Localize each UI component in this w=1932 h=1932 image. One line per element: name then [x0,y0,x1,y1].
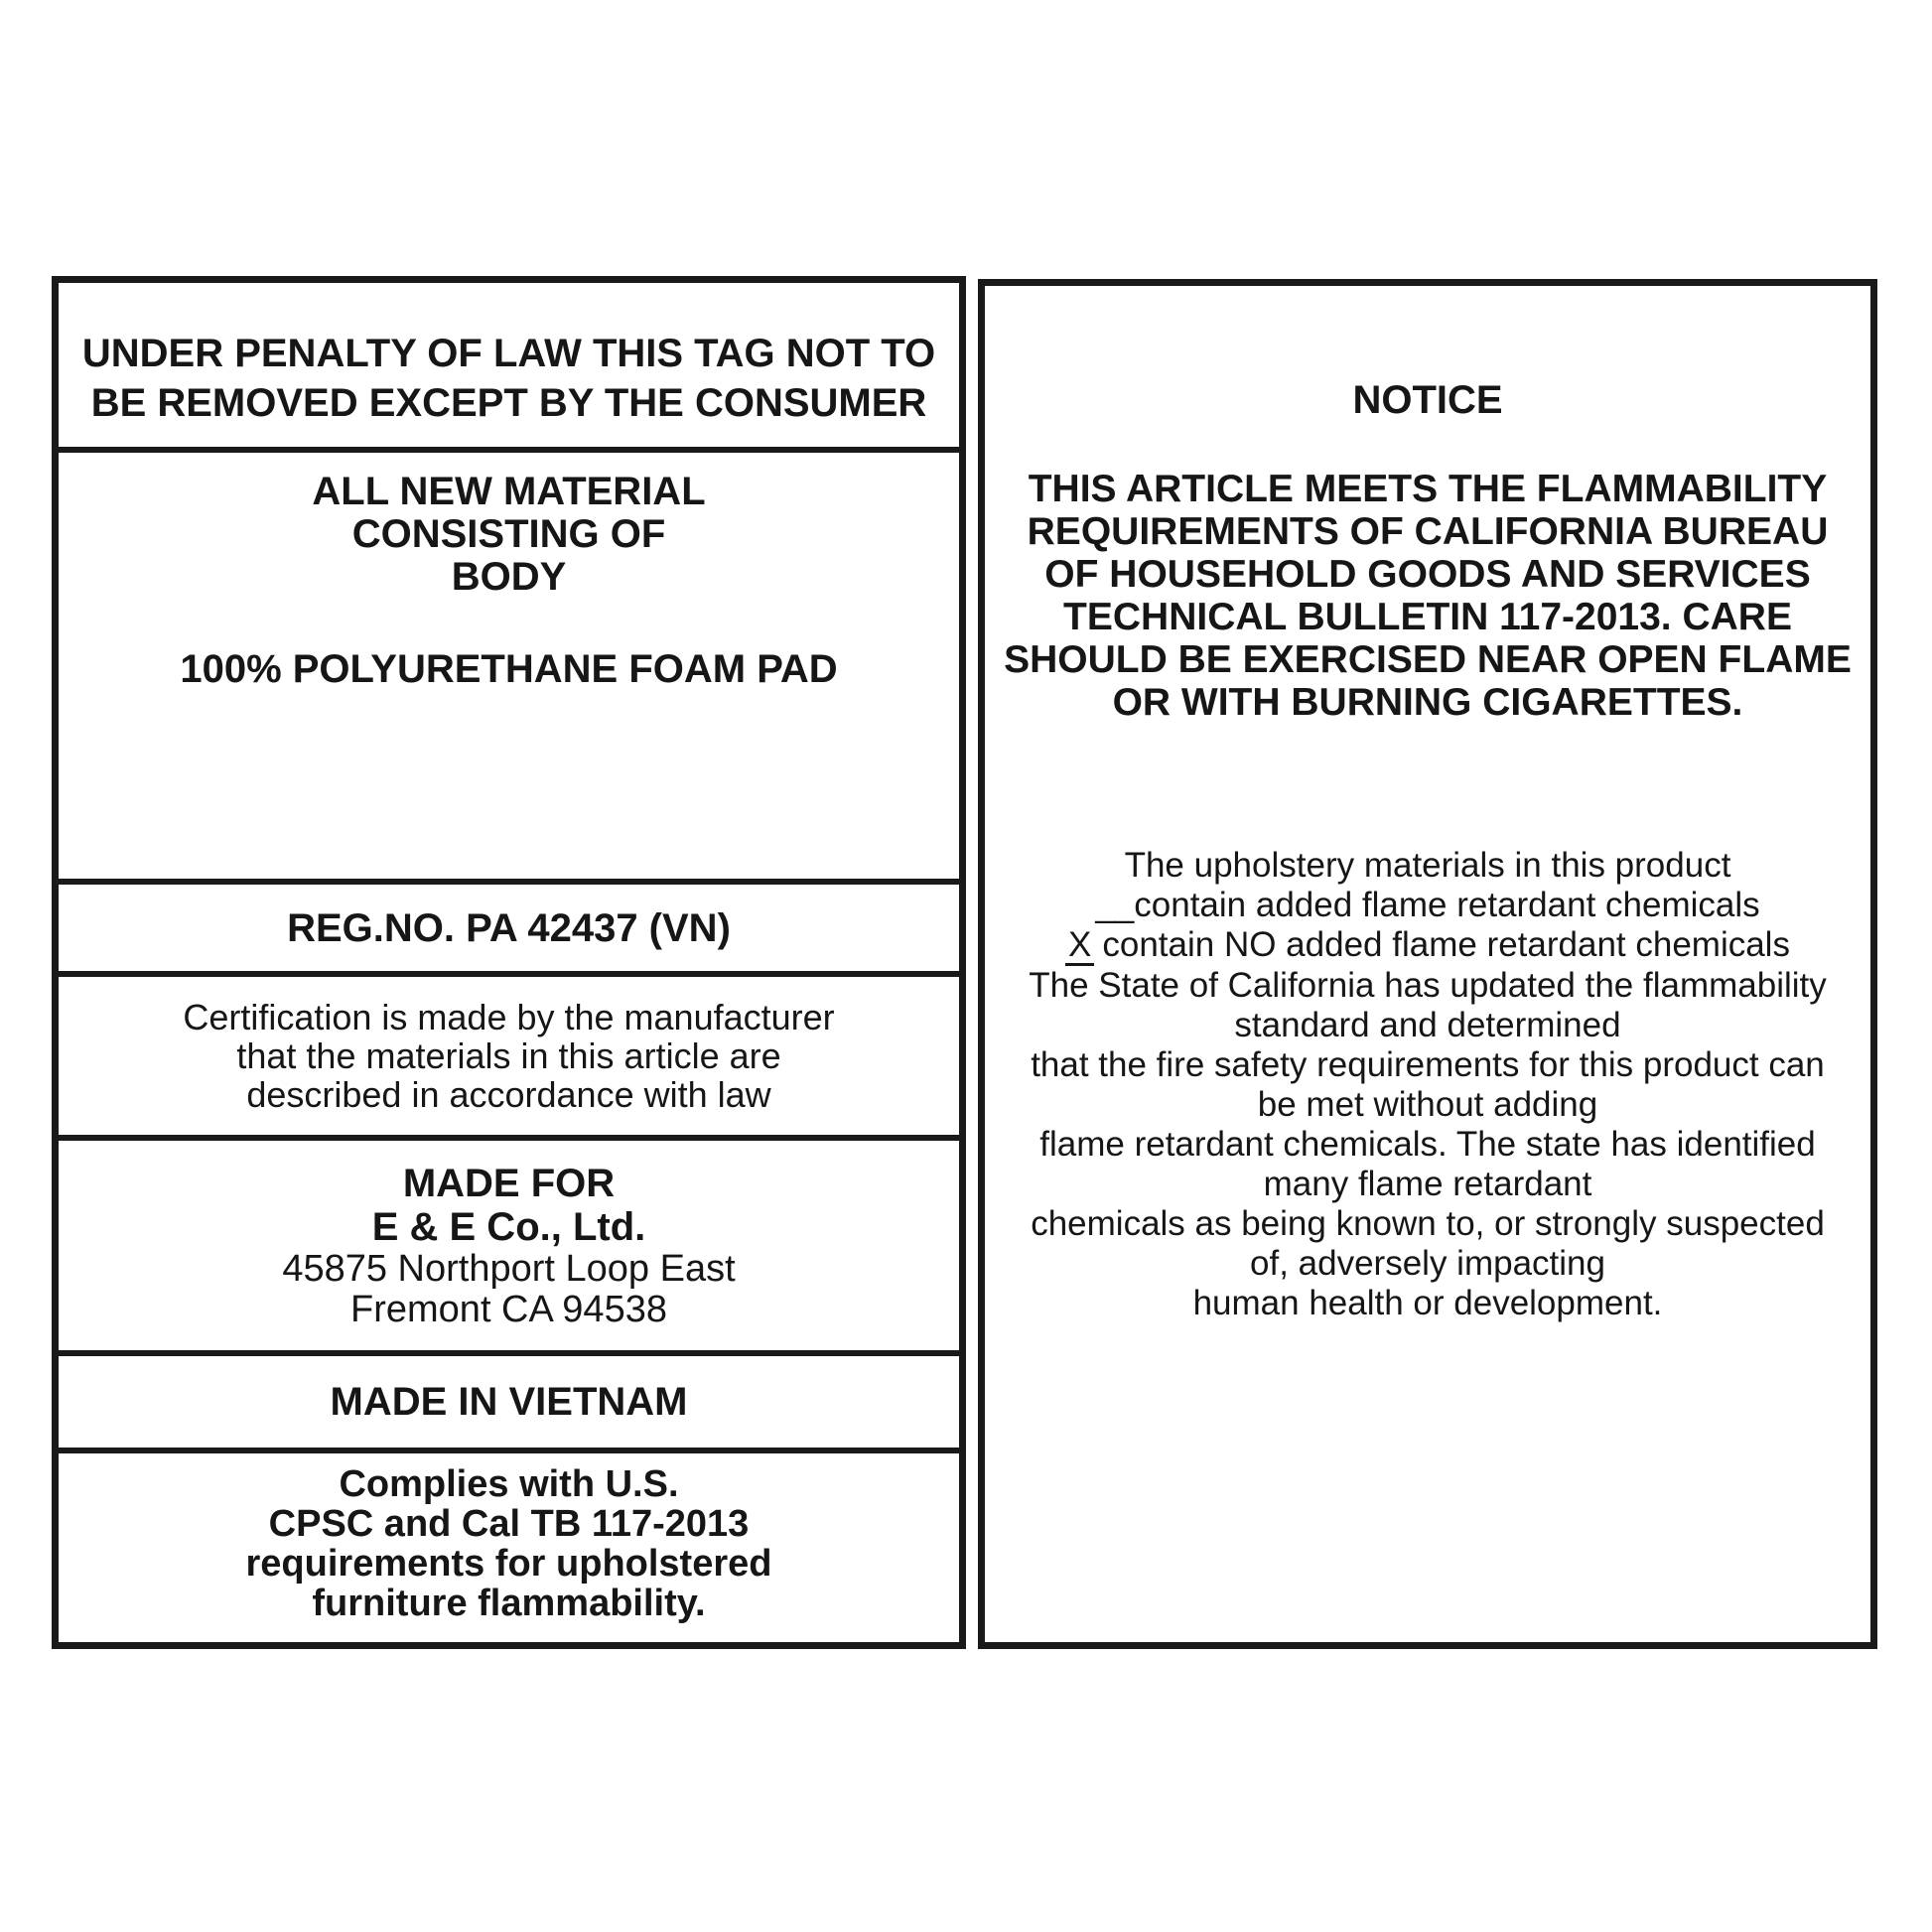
materials-line: ALL NEW MATERIAL [312,470,706,513]
registration-section [59,885,959,977]
flammability-notice [985,468,1870,724]
flame-retardant-disclosure [985,846,1870,1323]
disclosure-body-line: flame retardant chemicals. The state has identified [1039,1125,1816,1164]
flammability-notice-line: OF HOUSEHOLD GOODS AND SERVICES [1044,553,1811,596]
certification-section [59,977,959,1141]
compliance-line: furniture flammability. [312,1583,706,1624]
origin-line: MADE IN VIETNAM [330,1380,688,1424]
disclosure-no-contain-text: contain NO added flame retardant chemicals [1102,925,1790,964]
materials-section [59,453,959,885]
law-tag-panel [52,276,966,1649]
disclosure-body-line: many flame retardant [1263,1165,1592,1203]
flammability-notice-line: TECHNICAL BULLETIN 117-2013. CARE [1063,596,1792,638]
materials-content-line: 100% POLYURETHANE FOAM PAD [180,647,838,691]
checked-x-marker: X [1065,928,1094,966]
materials-line: BODY [451,555,567,599]
compliance-line: requirements for upholstered [245,1543,772,1585]
compliance-section [59,1453,959,1642]
compliance-line: CPSC and Cal TB 117-2013 [268,1503,750,1545]
disclosure-intro-line: The upholstery materials in this product [1124,846,1731,885]
disclosure-no-contain-line [985,925,1870,966]
disclosure-body-line: chemicals as being known to, or strongly suspected [1031,1204,1825,1243]
disclosure-body-line: standard and determined [1234,1006,1621,1044]
certification-line: Certification is made by the manufacturer [183,997,835,1037]
compliance-line: Complies with U.S. [339,1463,679,1505]
notice-title: NOTICE [1352,378,1503,422]
certification-line: that the materials in this article are [236,1035,781,1076]
disclosure-body-line: human health or development. [1192,1284,1663,1322]
made-for-section [59,1141,959,1356]
disclosure-body-line: of, adversely impacting [1250,1244,1605,1283]
made-for-title: MADE FOR [402,1161,616,1205]
origin-section [59,1356,959,1453]
flammability-notice-line: THIS ARTICLE MEETS THE FLAMMABILITY [1028,468,1828,510]
disclosure-body-line: be met without adding [1257,1085,1598,1124]
penalty-header-line: BE REMOVED EXCEPT BY THE CONSUMER [90,380,927,425]
made-for-address-line: 45875 Northport Loop East [282,1247,736,1290]
flammability-notice-line: SHOULD BE EXERCISED NEAR OPEN FLAME [1004,638,1852,681]
made-for-company: E & E Co., Ltd. [371,1204,646,1249]
penalty-header-line: UNDER PENALTY OF LAW THIS TAG NOT TO [81,331,936,375]
disclosure-body-line: The State of California has updated the flammability [1029,966,1827,1005]
flammability-notice-line: REQUIREMENTS OF CALIFORNIA BUREAU [1027,510,1829,553]
disclosure-contain-line: __contain added flame retardant chemicals [1095,886,1760,924]
made-for-address-line: Fremont CA 94538 [350,1288,667,1330]
registration-number: REG.NO. PA 42437 (VN) [287,905,731,950]
disclosure-body-line: that the fire safety requirements for this product can [1031,1045,1825,1084]
penalty-header-section [59,283,959,453]
flammability-notice-line: OR WITH BURNING CIGARETTES. [1112,681,1743,724]
certification-line: described in accordance with law [246,1074,771,1115]
notice-panel [978,279,1877,1649]
materials-line: CONSISTING OF [351,512,666,556]
